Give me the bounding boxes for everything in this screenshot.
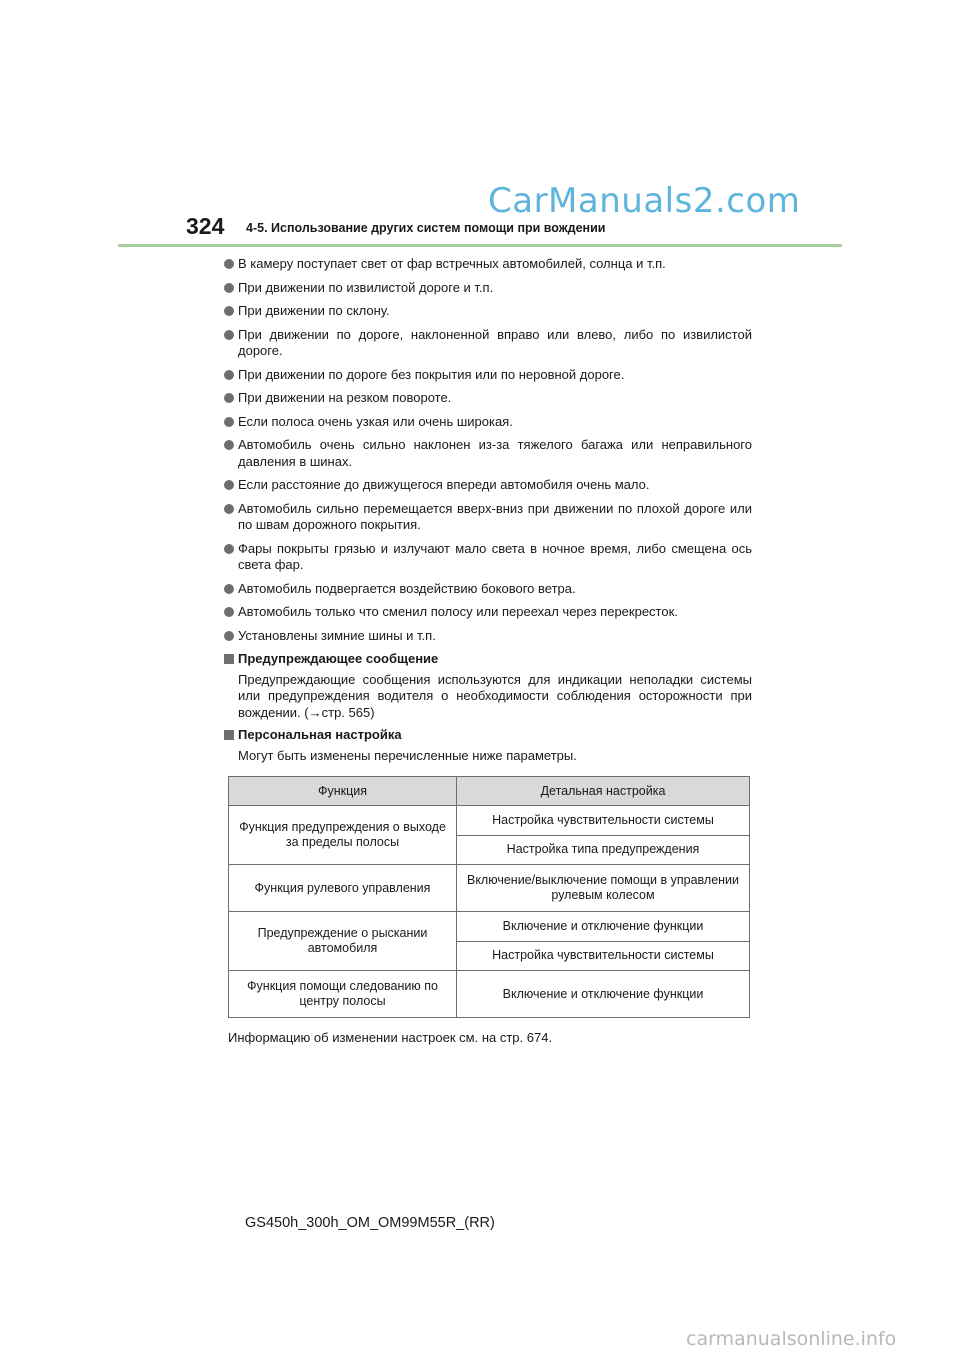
setting-cell: Настройка чувствительности системы: [457, 941, 750, 971]
table-header-row: [229, 777, 750, 806]
watermark-url: carmanualsonline.info: [686, 1328, 897, 1350]
round-bullet-icon: [224, 544, 234, 554]
list-item: [224, 604, 752, 621]
settings-note: Информацию об изменении настроек см. на стр. 674.: [228, 1030, 553, 1045]
setting-cell: Включение и отключение функции: [457, 971, 750, 1018]
settings-table: [228, 776, 750, 1018]
list-item-text: Если расстояние до движущегося впереди автомобиля очень мало.: [238, 477, 650, 492]
list-item-text: При движении по дороге, наклоненной вправо или влево, либо по извилистой дороге.: [238, 326, 752, 358]
setting-cell: Включение и отключение функции: [457, 912, 750, 942]
round-bullet-icon: [224, 631, 234, 641]
table-row: [229, 912, 750, 942]
round-bullet-icon: [224, 504, 234, 514]
warning-message-heading-text: Предупреждающее сообщение: [238, 651, 439, 666]
round-bullet-icon: [224, 584, 234, 594]
list-item-text: При движении на резком повороте.: [238, 390, 452, 405]
list-item: [224, 541, 752, 574]
round-bullet-icon: [224, 440, 234, 450]
list-item: [224, 437, 752, 470]
round-bullet-icon: [224, 330, 234, 340]
list-item: [224, 303, 752, 320]
list-item-text: Автомобиль подвергается воздействию бокового ветра.: [238, 580, 576, 596]
page-content: [224, 256, 752, 1047]
header-divider: [118, 244, 842, 247]
round-bullet-icon: [224, 306, 234, 316]
square-bullet-icon: [224, 730, 234, 740]
list-item: [224, 477, 752, 494]
list-item: [224, 327, 752, 360]
setting-cell: Настройка типа предупреждения: [457, 835, 750, 865]
list-item-text: Автомобиль очень сильно наклонен из-за тяжелого багажа или неправильного давления в шинах.: [238, 437, 752, 469]
list-item-text: Установлены зимние шины и т.п.: [238, 627, 436, 643]
warning-message-heading: [224, 651, 752, 668]
list-item: [224, 501, 752, 534]
function-cell: Функция предупреждения о выходе за пределы полосы: [229, 806, 457, 865]
list-item: [224, 581, 752, 598]
table-row: [229, 806, 750, 836]
list-item: [224, 256, 752, 273]
manual-code: GS450h_300h_OM_OM99M55R_(RR): [245, 1215, 495, 1231]
round-bullet-icon: [224, 417, 234, 427]
condition-list: [224, 256, 752, 644]
list-item-text: Автомобиль только что сменил полосу или переехал через перекресток.: [238, 604, 678, 619]
personal-settings-heading: [224, 727, 752, 744]
section-title: 4-5. Использование других систем помощи при вождении: [246, 221, 606, 235]
list-item-text: В камеру поступает свет от фар встречных автомобилей, солнца и т.п.: [238, 256, 666, 271]
column-header-setting: Детальная настройка: [457, 777, 750, 806]
list-item-text: При движении по дороге без покрытия или по неровной дороге.: [238, 366, 625, 382]
page-number: 324: [186, 213, 225, 239]
function-cell: Функция рулевого управления: [229, 865, 457, 912]
list-item: [224, 367, 752, 384]
round-bullet-icon: [224, 607, 234, 617]
round-bullet-icon: [224, 480, 234, 490]
round-bullet-icon: [224, 283, 234, 293]
warning-message-text: Предупреждающие сообщения используются для индикации неполадки системы или предупреждения водителя о необходимости соблюдения осторожности при вождении. (→стр. 565): [238, 671, 752, 720]
column-header-function: Функция: [229, 777, 457, 806]
list-item: [224, 390, 752, 407]
function-cell: Функция помощи следованию по центру полосы: [229, 971, 457, 1018]
round-bullet-icon: [224, 259, 234, 269]
table-row: [229, 971, 750, 1018]
personal-settings-text: Могут быть изменены перечисленные ниже параметры.: [238, 747, 577, 763]
table-row: [229, 865, 750, 912]
round-bullet-icon: [224, 393, 234, 403]
personal-settings-heading-text: Персональная настройка: [238, 727, 402, 742]
round-bullet-icon: [224, 370, 234, 380]
list-item: [224, 280, 752, 297]
list-item-text: При движении по склону.: [238, 303, 390, 318]
function-cell: Предупреждение о рыскании автомобиля: [229, 912, 457, 971]
setting-cell: Включение/выключение помощи в управлении рулевым колесом: [457, 865, 750, 912]
list-item-text: Фары покрыты грязью и излучают мало света в ночное время, либо смещена ось света фар.: [238, 540, 752, 572]
list-item: [224, 414, 752, 431]
list-item-text: При движении по извилистой дороге и т.п.: [238, 279, 494, 295]
square-bullet-icon: [224, 654, 234, 664]
setting-cell: Настройка чувствительности системы: [457, 806, 750, 836]
list-item-text: Если полоса очень узкая или очень широкая.: [238, 413, 513, 429]
list-item: [224, 628, 752, 645]
list-item-text: Автомобиль сильно перемещается вверх-вниз при движении по плохой дороге или по швам дорожного покрытия.: [238, 500, 752, 532]
watermark-logo: CarManuals2.com: [488, 181, 801, 221]
